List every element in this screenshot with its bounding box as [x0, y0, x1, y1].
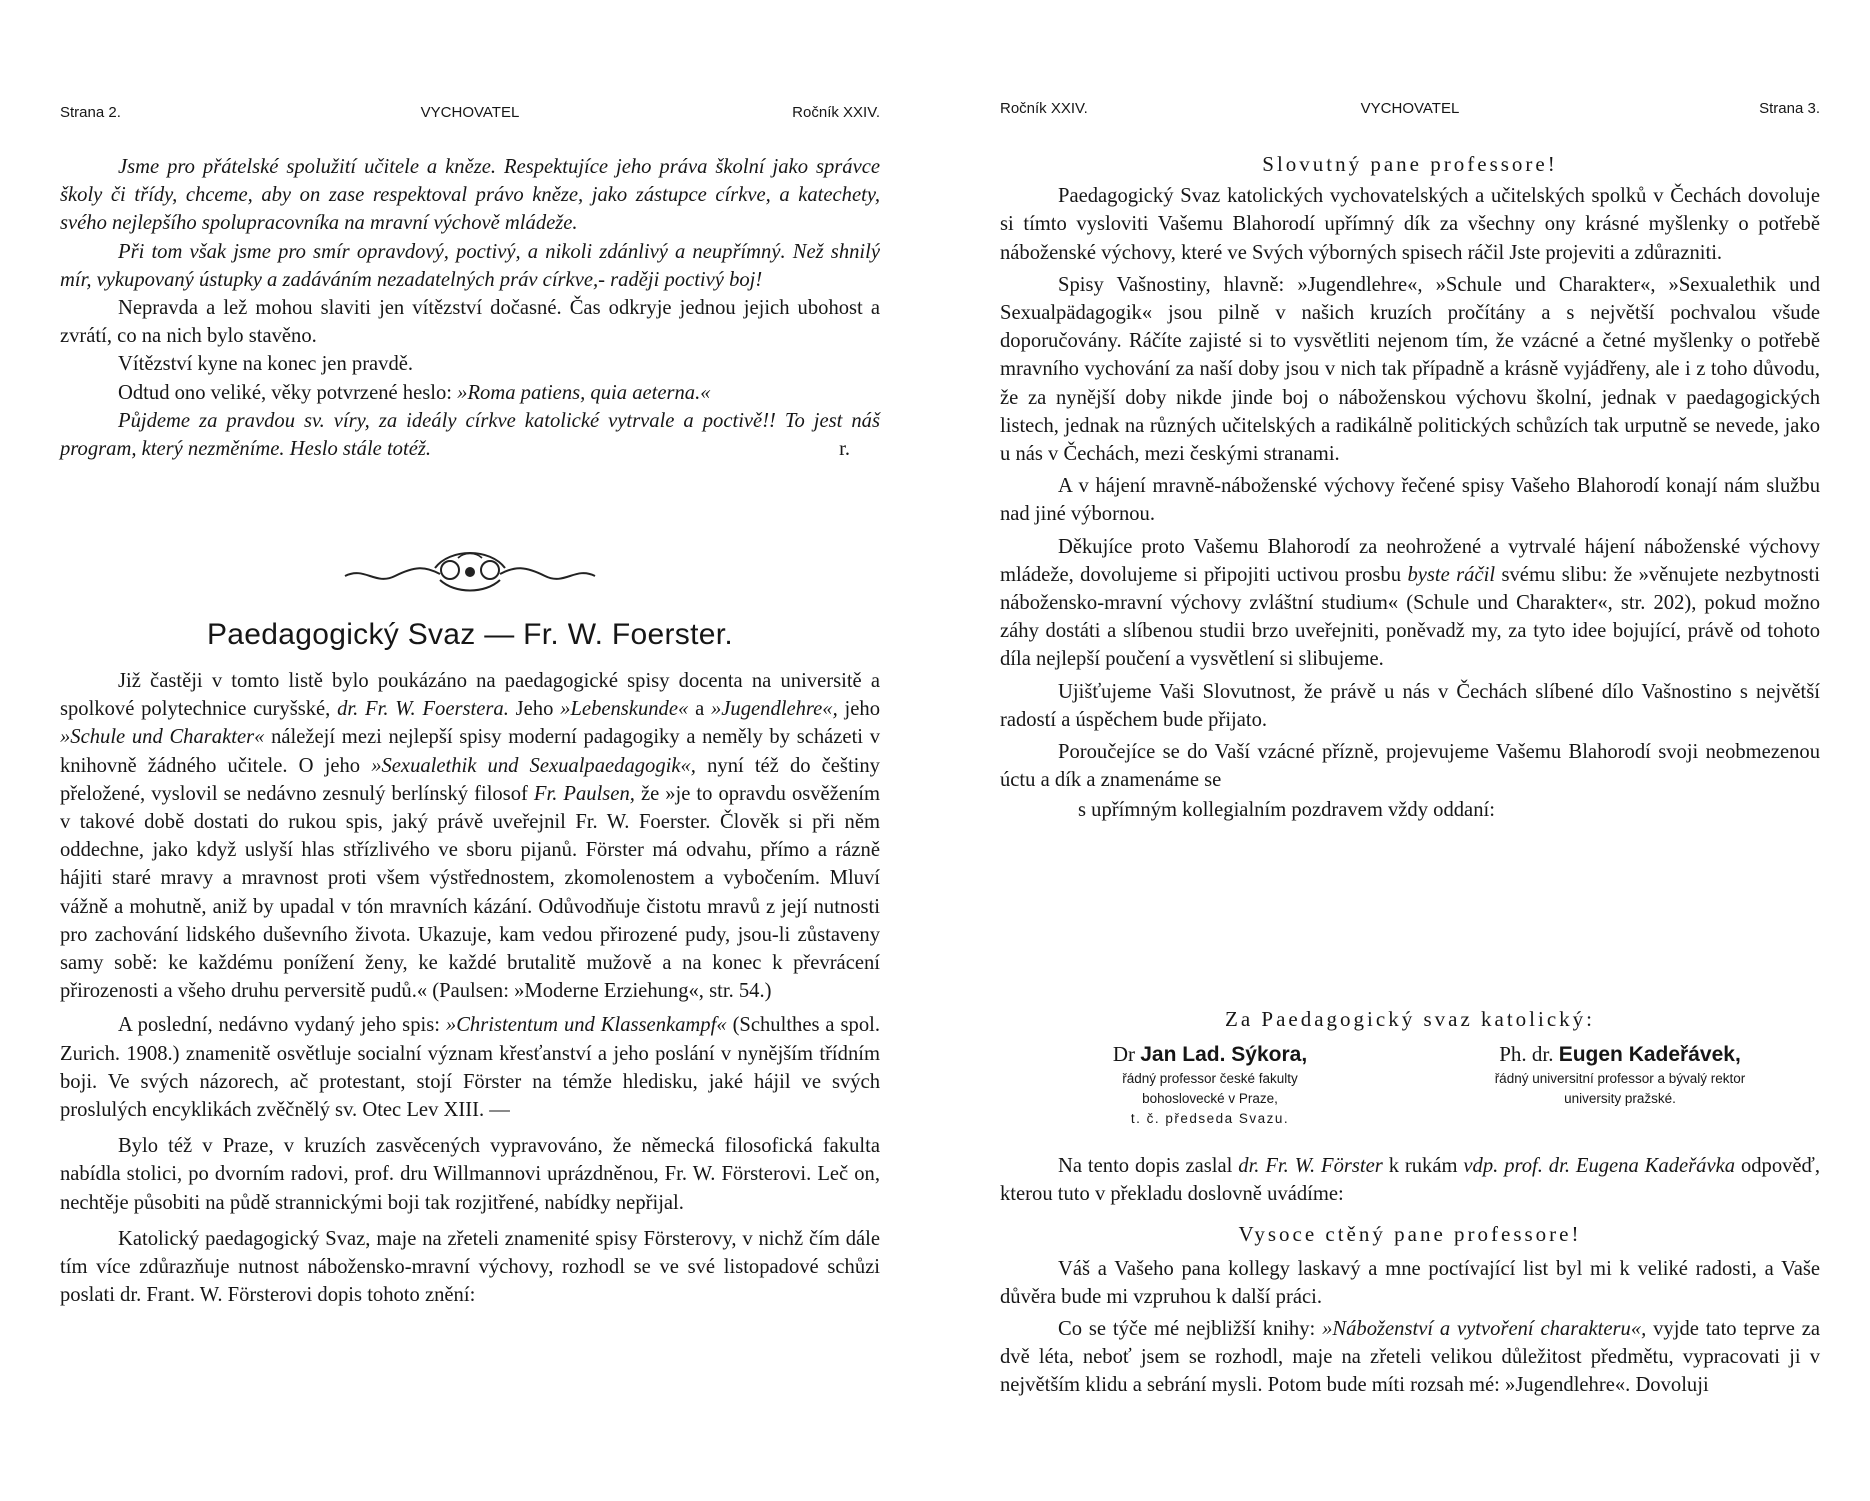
author-initial: r.: [839, 438, 850, 461]
intro-paragraph: Jsme pro přátelské spolužití učitele a kněze. Respektujíce jeho práva školní jako správce školy či třídy, chceme, aby on zase respektoval právo kněze, jako zástupce církve, a katechety, svého nejlepšího spolupracovníka na mravní výchově mládeže.: [60, 156, 880, 235]
left-page-number: Strana 2.: [60, 104, 121, 121]
intro-paragraph: Při tom však jsme pro smír opravdový, poctivý, a nikoli zdánlivý a neupřímný. Než shnilý mír, vykupovaný ústupky a zadáváním nezadatelných práv církve,- raději poctivý boj!: [60, 240, 880, 291]
letter-text: [1000, 150, 1820, 825]
right-journal-title: VYCHOVATEL: [1360, 100, 1460, 117]
letter-paragraph: A v hájení mravně-náboženské výchovy řečené spisy Vašeho Blahorodí konají nám službu nad jiné výbornou.: [1000, 475, 1820, 526]
motto: »Roma patiens, quia aeterna.«: [457, 381, 711, 404]
right-volume: Ročník XXIV.: [1000, 100, 1088, 117]
letter-paragraph: Paedagogický Svaz katolických vychovatelských a učitelských spolků v Čechách dovoluje si tímto vysloviti Vašemu Blahorodí upřímný dík za všechny ony krásné myšlenky o potřebě náboženské výchovy, které ve Svých výborných spisech ráčil Jste projeviti a zdůrazniti.: [1000, 185, 1820, 264]
signer-1: Dr Jan Lad. Sýkora, řádný professor české fakulty bohoslovecké v Praze, t. č. předseda Svazu.: [1112, 1042, 1308, 1126]
article-paragraph: Bylo též v Praze, v kruzích zasvěcených vypravováno, že německá filosofická fakulta nabídla stolici, po dvorním radovi, prof. dru Willmannovi uprázdněnou, Fr. W. Försterovi. Leč on, nechtěje působiti na půdě strannickými boji tak rozjitřené, nabídky nepřijal.: [60, 1135, 880, 1214]
article-text: [60, 667, 880, 1309]
letter-paragraph: Spisy Vašnostiny, hlavně: »Jugendlehre«, »Schule und Charakter«, »Sexualethik und Sexualpädagogik« jsou pilně v našich kruzích pročítány a s největší pochvalou všude doporučovány. Ráčíte zajisté si to vysvětliti nejenom tím, že vzácné a četné myšlenky o potřebě mravního vychování za naší doby jsou v nich tak případně a krásně vyjádřeny, ale i z toho důvodu, že za nynější doby nikde jinde boj o náboženskou výchovu školní, jednak v paedagogických listech, jednak na různých učitelských a radikálně politických schůzích tak urputně se nevede, jako u nás v Čechách, mezi českými stranami.: [1000, 273, 1820, 466]
reply-paragraph: Co se týče mé nejbližší knihy: »Náboženství a vytvoření charakteru«, vyjde tato teprve za dvě léta, neboť jsem se rozhodl, maje na zřeteli velikou důležitost předmětu, vypracovati ji v největším klidu a sebrání mysli. Potom bude míti rozsah mé: »Jugendlehre«. Dovoluji: [1000, 1318, 1820, 1397]
letter-salutation: Slovutný pane professore!: [1262, 152, 1558, 176]
letter-paragraph: Ujišťujeme Vaši Slovutnost, že právě u nás v Čechách slíbené dílo Vašnostino s největší radostí a úspěchem bude přijato.: [1000, 680, 1820, 731]
letter-closing: s upřímným kollegialním pozdravem vždy oddaní:: [1078, 799, 1495, 822]
article-paragraph: A poslední, nedávno vydaný jeho spis: »Christentum und Klassenkampf« (Schulthes a spol. Zurich. 1908.) znamenitě osvětluje socialní význam křesťanství a jeho poslání v nynějším třídním boji. Ve svých názorech, ač protestant, stojí Förster na témže hledisku, jaké hájil ve svých proslulých encyklikách zvěčnělý sv. Otec Lev XIII. —: [60, 1014, 880, 1122]
ornament-divider: [340, 548, 600, 594]
right-page-number: Strana 3.: [1759, 100, 1820, 117]
article-paragraph: Již častěji v tomto listě bylo poukázáno na paedagogické spisy docenta na universitě a spolkové polytechnice curyšské, dr. Fr. W. Foerstera. Jeho »Lebenskunde« a »Jugendlehre«, jeho »Schule und Charakter« náležejí mezi nejlepší spisy moderní padagogiky a neměly by scházeti v knihovně žádného učitele. O jeho »Sexualethik und Sexualpaedagogik«, nyní též do češtiny přeložené, vyslovil se nedávno zesnulý berlínský filosof Fr. Paulsen, že »je to opravdu osvěžením v takové době dostati do rukou spis, jaký právě uveřejnil Fr. W. Foerster. Člověk si při něm oddechne, jako když uslyší hlas střízlivého ve sboru pijanů. Förster má odvahu, přímo a rázně hájiti staré mravy a mravnost proti všem výstřednostem, zkomolenostem a vybočením. Mluví vážně a mohutně, aniž by upadal v tón mravních kázání. Odůvodňuje čistotu mravů z její nutnosti pro zachování lidského duševního života. Ukazuje, kam vedou přirozené pudy, jsou-li zůstaveny samy sobě: ke každému ponížení ženy, ke každé brutalitě mužově a na konec k převrácení přirozenosti a všeho druhu perversitě pudů.« (Paulsen: »Moderne Erziehung«, str. 54.): [60, 670, 881, 1003]
intro-paragraph: Odtud ono veliké, věky potvrzené heslo: »Roma patiens, quia aeterna.«: [118, 381, 711, 404]
reply-paragraph: Váš a Vašeho pana kollegy laskavý a mne poctívající list byl mi k veliké radosti, a Vaše důvěra bude mi vzpruhou k další práci.: [1000, 1257, 1820, 1308]
reply-salutation: Vysoce ctěný pane professore!: [1238, 1222, 1582, 1247]
signer-2: Ph. dr. Eugen Kadeřávek, řádný universitní professor a bývalý rektor university pražské.: [1494, 1042, 1746, 1106]
intro-paragraph: Nepravda a lež mohou slaviti jen vítězství dočasné. Čas odkryje jednou jejich ubohost a zvrátí, co na nich bylo stavěno.: [60, 297, 880, 348]
intro-paragraph: Půjdeme za pravdou sv. víry, za ideály církve katolické vytrvale a poctivě!! To jest náš program, který nezměníme. Heslo stále totéž. r.: [60, 407, 880, 463]
reply-intro: Na tento dopis zaslal dr. Fr. W. Förster k rukám vdp. prof. dr. Eugena Kadeřávka odpověď, kterou tuto v překladu doslovně uvádíme:: [1000, 1155, 1821, 1206]
letter-paragraph: Děkujíce proto Vašemu Blahorodí za neohrožené a vytrvalé hájení náboženské výchovy mládeže, dovolujeme si připojiti uctivou prosbu byste ráčil svému slibu: že »věnujete nezbytnosti nábožensko-mravní výchovy zvláštní studium« (Schule und Charakter«, str. 202), pokud možno záhy dostáti a slíbenou studii brzo uveřejniti, poněvadž my, za tyto idee bojující, právě od tohoto díla nejlepší poučení a vysvětlení si slibujeme.: [1000, 535, 1820, 671]
left-header: [60, 104, 880, 130]
left-page: [60, 0, 880, 1501]
intro-text: [60, 153, 880, 463]
reply-text: [1000, 1152, 1820, 1400]
left-volume: Ročník XXIV.: [792, 104, 880, 121]
article-paragraph: Katolický paedagogický Svaz, maje na zřeteli znamenité spisy Försterovy, v nichž čím dále tím více zdůrazňuje nutnost nábožensko-mravní výchovy, rozhodl se ve své listopadové schůzi poslati dr. Frant. W. Försterovi dopis tohoto znění:: [60, 1227, 880, 1307]
article-title: Paedagogický Svaz — Fr. W. Foerster.: [207, 618, 733, 651]
left-journal-title: VYCHOVATEL: [420, 104, 520, 121]
signature-heading: Za Paedagogický svaz katolický:: [1225, 1007, 1595, 1031]
right-page: [1000, 0, 1820, 1501]
letter-paragraph: Poroučejíce se do Vaší vzácné přízně, projevujeme Vašemu Blahorodí svoji neobmezenou úctu a dík a znamenáme se: [1000, 741, 1820, 792]
right-header: [1000, 100, 1820, 126]
intro-paragraph: Vítězství kyne na konec jen pravdě.: [118, 353, 414, 376]
